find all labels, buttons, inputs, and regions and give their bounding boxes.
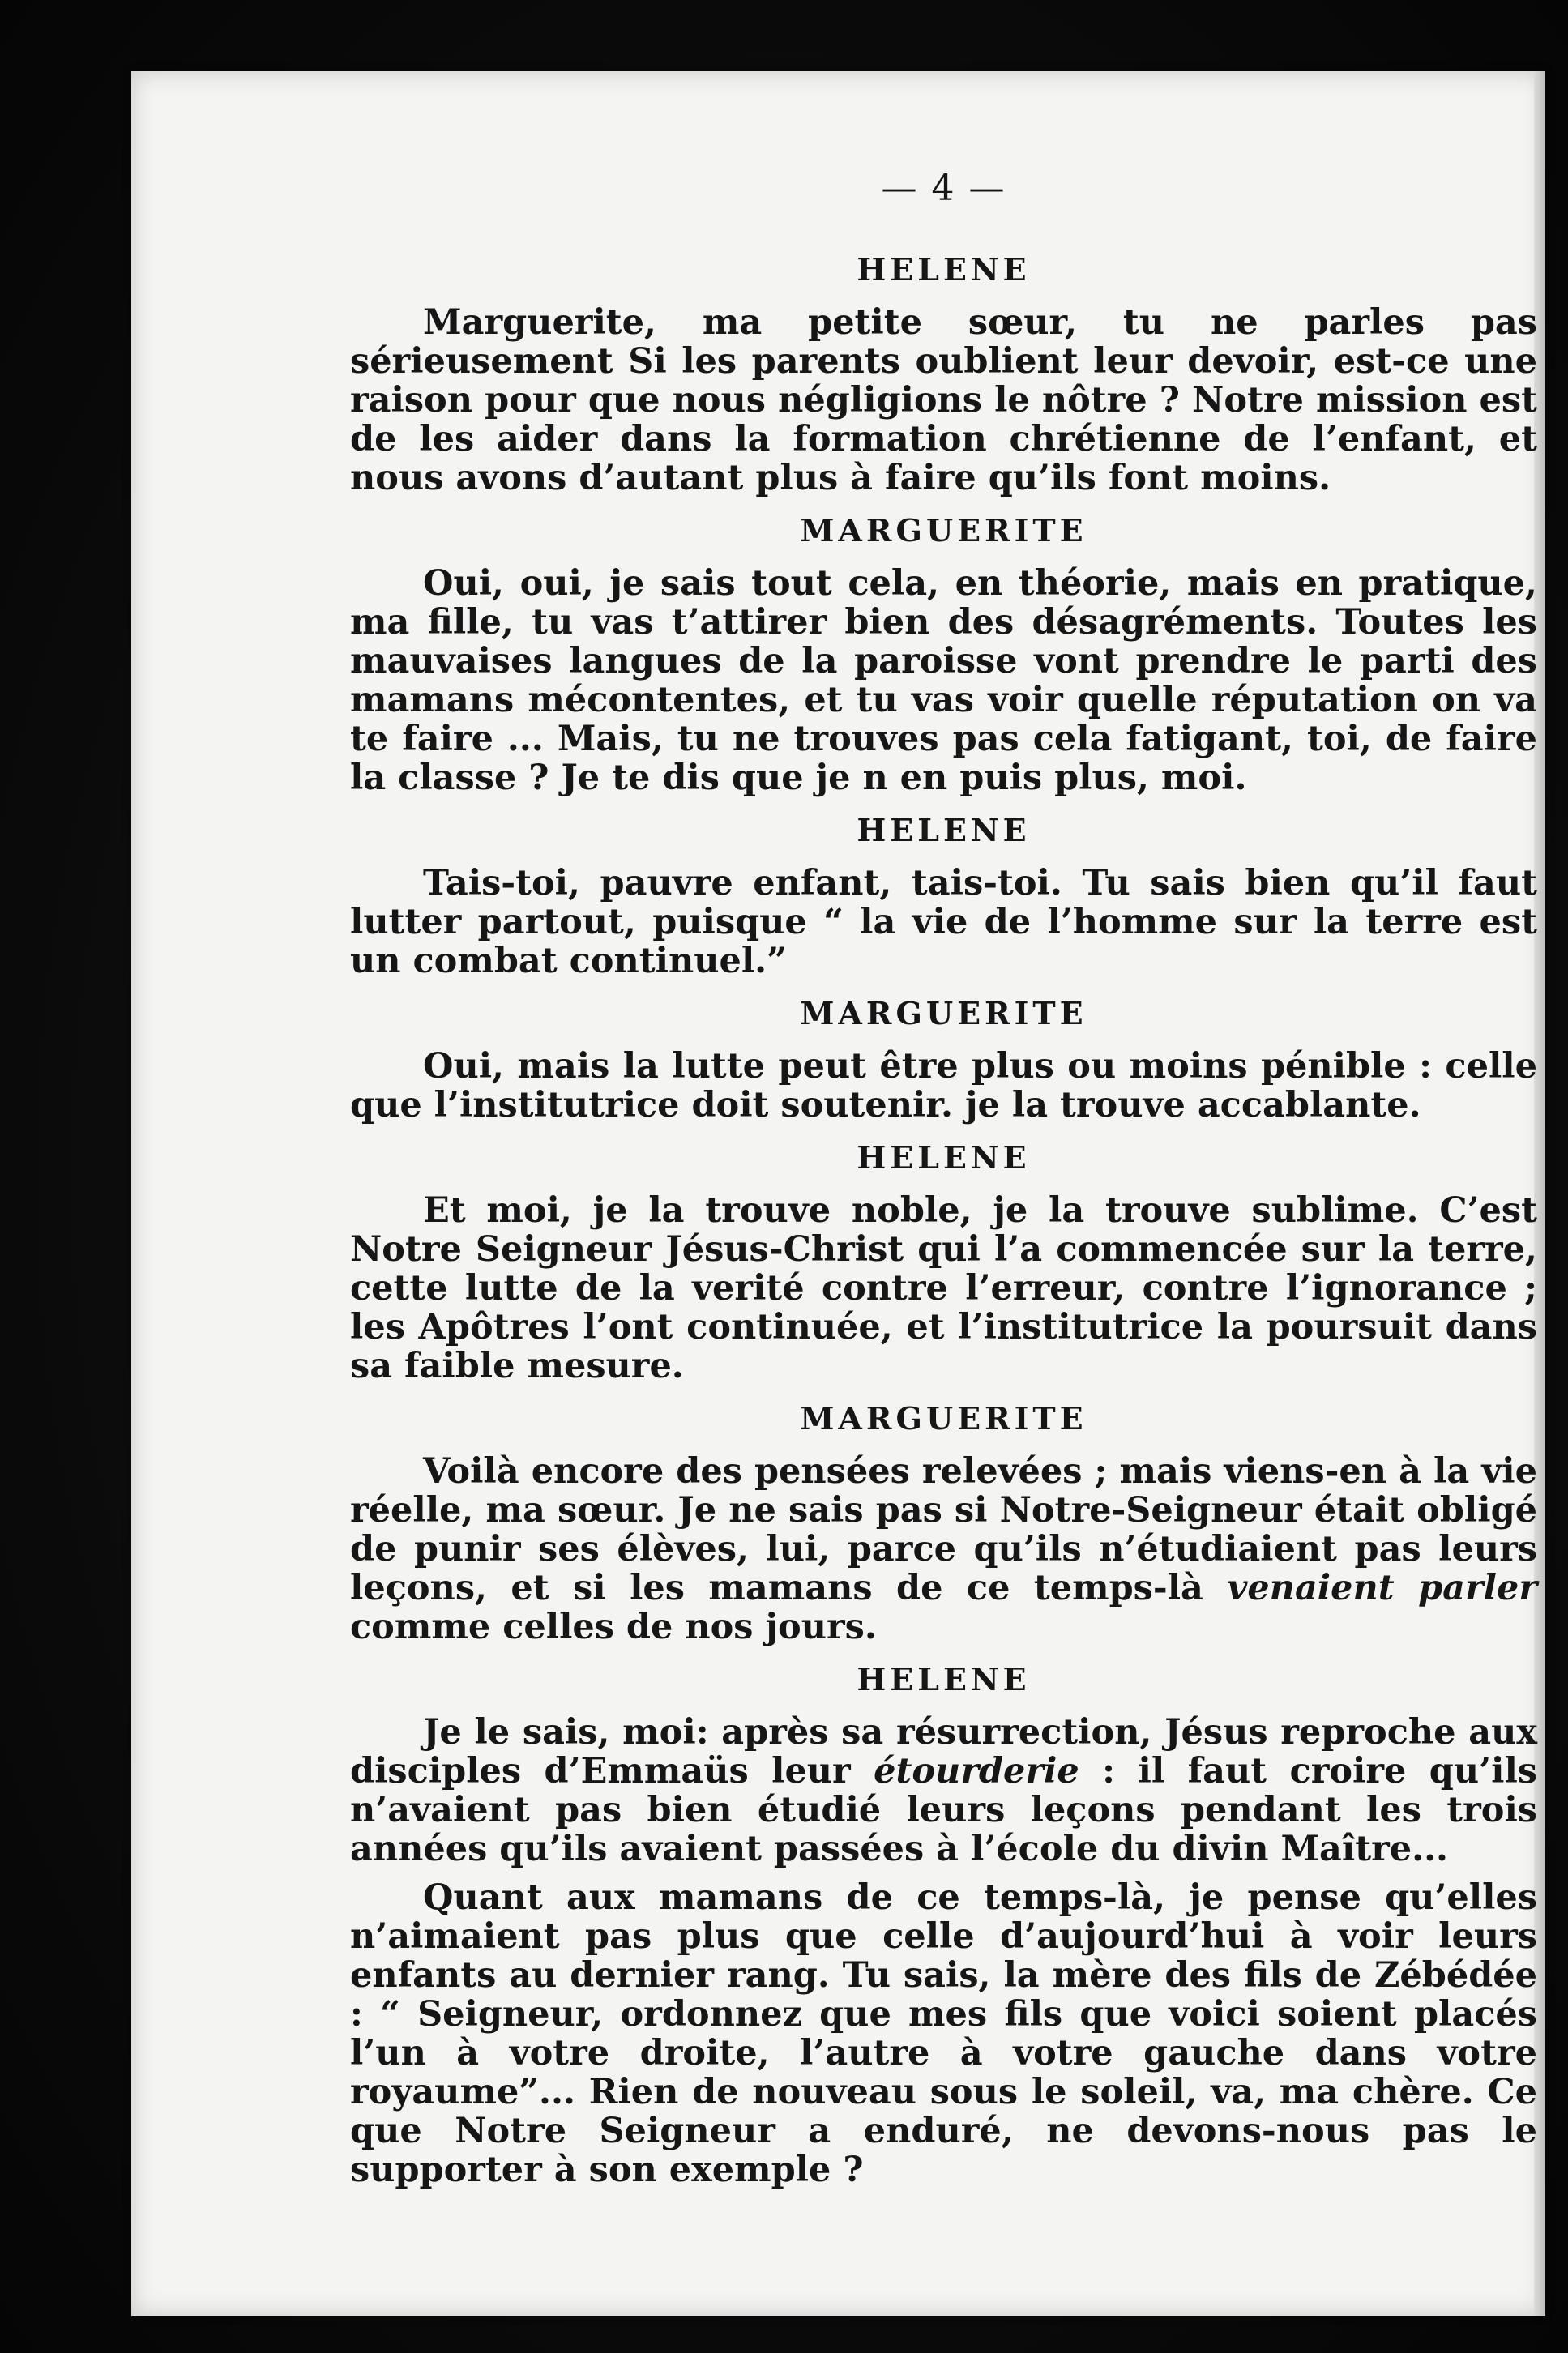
speaker-name: MARGUERITE <box>800 995 1087 1031</box>
speech-text: : il faut croire qu’ils n’avaient pas bien étudié leurs leçons pendant les trois années qu’ils avaient passées à l’école du divin Maître... <box>350 1751 1537 1869</box>
speaker-name: HELENE <box>857 1139 1031 1176</box>
speech-paragraph: Tais-toi, pauvre enfant, tais-toi. Tu sais bien qu’il faut lutter partout, puisque “ la vie de l’homme sur la terre est un combat continuel.” <box>350 863 1537 981</box>
speech-text: comme celles de nos jours. <box>350 1607 877 1647</box>
speech-paragraph: Marguerite, ma petite sœur, tu ne parles pas sérieusement Si les parents oublient leur devoir, est-ce une raison pour que nous négligions le nôtre ? Notre mission est de les aider dans la formation chrétienne de l’enfant, et nous avons d’autant plus à faire qu’ils font moins. <box>350 302 1537 498</box>
book-page <box>131 71 1545 2316</box>
speaker-name: HELENE <box>857 1661 1031 1697</box>
dialogue-text <box>350 169 1537 2204</box>
speech-paragraph: Et moi, je la trouve noble, je la trouve sublime. C’est Notre Seigneur Jésus-Christ qui l’a commencée sur la terre, cette lutte de la verité contre l’erreur, contre l’ignorance ; les Apôtres l’ont continuée, et l’institutrice la poursuit dans sa faible mesure. <box>350 1190 1537 1386</box>
speech-paragraph <box>350 1713 1537 1868</box>
speaker-name: MARGUERITE <box>800 1400 1087 1437</box>
speech-text: Je le sais, moi: après sa résurrection, Jésus reproche aux disciples d’Emmaüs leur <box>350 1712 1537 1791</box>
italic-text: venaient parler <box>1227 1568 1537 1608</box>
speaker-name: MARGUERITE <box>800 512 1087 549</box>
speaker-name: HELENE <box>857 812 1031 848</box>
speech-text: Voilà encore des pensées relevées ; mais viens-en à la vie réelle, ma sœur. Je ne sais pas si Notre-Seigneur était obligé de punir ses élèves, lui, parce qu’ils n’étudiaient pas leurs leçons, et si les mamans de ce temps-là <box>350 1451 1537 1608</box>
speech-paragraph: Oui, mais la lutte peut être plus ou moins pénible : celle que l’institutrice doit soutenir. je la trouve accablante. <box>350 1046 1537 1125</box>
italic-text: étourderie <box>874 1751 1079 1791</box>
speaker-name: HELENE <box>857 251 1031 288</box>
page-number: — 4 — <box>881 168 1006 209</box>
speech-paragraph: Oui, oui, je sais tout cela, en théorie, mais en pratique, ma fille, tu vas t’attirer bien des désagréments. Toutes les mauvaises langues de la paroisse vont prendre le parti des mamans mécontentes, et tu vas voir quelle réputation on va te faire ... Mais, tu ne trouves pas cela fatigant, toi, de faire la classe ? Je te dis que je n en puis plus, moi. <box>350 563 1537 798</box>
speech-paragraph <box>350 1452 1537 1646</box>
speech-paragraph: Quant aux mamans de ce temps-là, je pense qu’elles n’aimaient pas plus que celle d’aujourd’hui à voir leurs enfants au dernier rang. Tu sais, la mère des fils de Zébédée : “ Seigneur, ordonnez que mes fils que voici soient placés l’un à votre droite, l’autre à votre gauche dans votre royaume”... Rien de nouveau sous le soleil, va, ma chère. Ce que Notre Seigneur a enduré, ne devons-nous pas le supporter à son exemple ? <box>350 1877 1537 2190</box>
